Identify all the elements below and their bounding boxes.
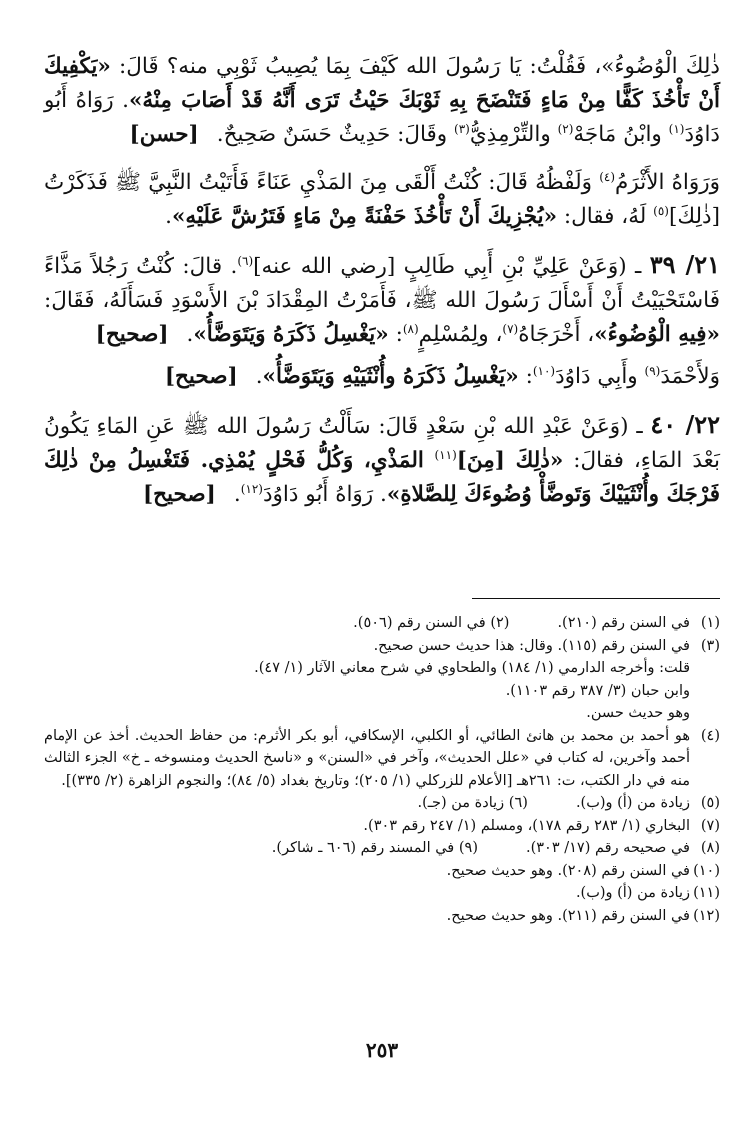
text-run: . قالَ: كُنْتُ رَجُلاً مَذَّاءً فَاسْتَحْيَيْتُ أَنْ أَسْأَلَ رَسُولَ الله ﷺ، فَأَمَرْتُ المِقْدَادَ بْنَ الأَسْوَدِ فَسَأَلَهُ، فَقَالَ: [44, 254, 720, 313]
footnote-ref: (٣) [454, 121, 470, 136]
footnote-12 [44, 905, 720, 928]
footnote-text: في السنن رقم (١١٥). وقال: هذا حديث حسن صحيح. [373, 637, 690, 654]
text-run: . [233, 482, 241, 507]
hadith-quote: المَذْيِ، وَكُلُّ فَحْلٍ يُمْذِي. فَتَغْسِلُ مِنْ ذٰلِكَ فَرْجَكَ وأُنْثَيَيْكَ وَتَوضَّأْ وُضُوءَكَ لِلصَّلاةِ» [44, 448, 720, 507]
grade-label: [صحيح] [164, 364, 238, 389]
footnote-ref: (١) [668, 121, 685, 136]
text-run: وابْنُ مَاجَهْ [573, 122, 669, 147]
paragraph-4 [44, 360, 720, 394]
text-run: . [255, 364, 263, 389]
hadith-number: ٢١/ ٣٩ [649, 250, 720, 279]
footnote-number: (٢) [490, 615, 510, 631]
text-run: ، ولِمُسْلِمٍ [418, 322, 503, 347]
paragraph-1 [44, 50, 720, 152]
footnote-text: في المسند رقم (٦٠٦ ـ شاكر). [271, 840, 455, 856]
text-run: وقَالَ: حَدِيثٌ حَسَنٌ صَحِيحٌ. [216, 122, 454, 147]
text-run: ـ (وَعَنْ عَبْدِ الله بْنِ سَعْدٍ قَالَ: سَأَلْتُ رَسُولَ الله ﷺ عَنِ المَاءِ يَكُونُ بَعْدَ المَاءِ، فقالَ: [44, 414, 720, 473]
paragraph-2 [44, 166, 720, 234]
footnote-number: (٦) [508, 795, 528, 811]
text-run: ـ (وَعَنْ عَلِيِّ بْنِ أَبِي طَالِبٍ [رضي الله عنه] [253, 254, 650, 279]
footnote-8-9 [44, 837, 720, 860]
footnote-text: وابن حبان (٣/ ٣٨٧ رقم ١١٠٣). [505, 682, 690, 699]
footnote-text: قلت: وأخرجه الدارمي (١/ ١٨٤) والطحاوي في شرح معاني الآثار (١/ ٤٧). [254, 660, 690, 676]
footnote-11 [44, 882, 720, 905]
footnote-number: (١٠) [693, 862, 720, 879]
footnote-ref: (٥) [653, 203, 669, 218]
footnote-text: زيادة من (أ) و(ب). [575, 885, 690, 901]
text-run: وَرَوَاهُ الأَثْرَمُ [615, 170, 720, 195]
grade-label: [حسن] [129, 122, 199, 147]
text-run: : [518, 364, 533, 389]
footnote-ref: (٧) [502, 321, 519, 336]
footnote-number: (٤) [700, 727, 720, 744]
grade-label: [صحيح] [142, 482, 216, 507]
text-run: ، أَخْرَجَاهُ [518, 322, 595, 347]
footnote-divider [472, 598, 720, 599]
footnote-number: (٩) [458, 840, 478, 856]
footnote-number: (١١) [693, 885, 720, 901]
footnote-text: في السنن رقم (٢١١). وهو حديث صحيح. [446, 907, 690, 924]
footnote-text: في السنن رقم (٢١٠). [557, 615, 690, 631]
footnote-number: (٧) [700, 817, 720, 834]
footnote-3-line [44, 702, 720, 725]
footnote-text: في صحيحه رقم (١٧/ ٣٠٣). [525, 840, 690, 856]
footnote-ref: (١٢) [240, 481, 263, 496]
footnote-4 [44, 725, 720, 793]
footnote-text: في السنن رقم (٢٠٨). وهو حديث صحيح. [446, 862, 690, 879]
grade-label: [صحيح] [95, 322, 169, 347]
hadith-quote: «يُجْزِيكَ أَنْ تَأْخُذَ حَفْنَةً مِنْ مَاءٍ فَتَرُشَّ عَلَيْهِ» [171, 204, 558, 229]
footnote-number: (١٢) [693, 907, 720, 924]
footnote-text [44, 837, 690, 860]
footnote-text [44, 792, 690, 815]
footnote-ref: (٦) [237, 253, 254, 268]
footnote-text: البخاري (١/ ٢٨٣ رقم ١٧٨)، ومسلم (١/ ٢٤٧ رقم ٣٠٣). [363, 817, 690, 834]
text-run: ذٰلِكَ الْوُضُوءُ»، فَقُلْتُ: يَا رَسُولَ الله كَيْفَ بِمَا يُصِيبُ ثَوْبِي منه؟ قَالَ: [110, 54, 720, 79]
footnote-10 [44, 860, 720, 883]
footnote-ref: (٨) [402, 321, 419, 336]
footnote-ref: (٤) [599, 169, 616, 184]
text-run: والتِّرْمِذِيُّ [469, 122, 558, 147]
footnote-ref: (١١) [434, 447, 457, 462]
footnote-indent [690, 680, 720, 703]
hadith-quote: «ذٰلِكَ [مِنَ] [456, 448, 564, 473]
main-text [44, 50, 720, 512]
footnote-5-6 [44, 792, 720, 815]
paragraph-5 [44, 408, 720, 512]
text-run: وأَبِي دَاوُدَ [555, 364, 645, 389]
footnote-text: في السنن رقم (٥٠٦). [353, 615, 486, 631]
footnotes [44, 612, 720, 927]
hadith-quote: «يَغْسِلُ ذَكَرَهُ وَيَتَوَضَّأُ» [193, 322, 389, 347]
page-number: ٢٥٣ [365, 1038, 399, 1062]
book-page [44, 50, 720, 1090]
footnote-7 [44, 815, 720, 838]
text-run: . رَوَاهُ أَبُو دَاوُدَ [44, 88, 720, 147]
text-run: لَهُ، فقال: [557, 204, 654, 229]
text-run: وَلأَحْمَدَ [660, 364, 720, 389]
hadith-quote: «يَكْفِيكَ أَنْ تَأْخُذَ كَفًّا مِنْ مَاءٍ فَتَنْضَحَ بِهِ ثَوْبَكَ حَيْثُ تَرَى أَنَّهُ قَدْ أَصَابَ مِنْهُ» [44, 54, 720, 113]
text-run: وَلَفْظُهُ قَالَ: كُنْتُ أَلْقَى مِنَ المَذْيِ عَنَاءً فَأَتَيْتُ النَّبِيَّ ﷺ فَذَكَرْتُ [ذٰلِكَ] [44, 170, 720, 229]
footnote-ref: (٢) [557, 121, 574, 136]
text-run: . [165, 204, 172, 229]
footnote-number: (٥) [700, 795, 720, 811]
hadith-number: ٢٢/ ٤٠ [650, 410, 720, 439]
footnote-number: (١) [700, 615, 720, 631]
text-run: . [186, 322, 194, 347]
text-run: : [388, 322, 403, 347]
footnote-3-line [44, 657, 720, 680]
footnote-text: هو أحمد بن محمد بن هانئ الطائي، أو الكلبي، الإسكافي، أبو بكر الأثرم: من حفاظ الحديث. أخذ عن الإمام أحمد وآخرين، له كتاب في «علل الحديث»، وآخر في «السنن» و «ناسخ الحديث ومنسوخه ـ خ» الجزء الثالث منه في دار الكتب، ت: ٢٦١هـ [الأعلام للزركلي (١/ ٢٠٥)؛ وتاريخ بغداد (٥/ ٨٤)؛ والنجوم الزاهرة (٢/ ٣٣٥)]. [44, 727, 690, 789]
footnote-ref: (١٠) [532, 363, 556, 378]
hadith-quote: «فِيهِ الْوُضُوءُ» [594, 322, 720, 347]
footnote-text: وهو حديث حسن. [586, 705, 690, 721]
text-run: . رَوَاهُ أَبُو دَاوُدَ [262, 482, 387, 507]
hadith-quote: «يَغْسِلُ ذَكَرَهُ وأُنْثَيَيْهِ وَيَتَوَضَّأُ» [262, 364, 519, 389]
paragraph-3 [44, 248, 720, 352]
footnote-3 [44, 635, 720, 658]
footnote-number: (٨) [700, 840, 720, 856]
footnote-number: (٣) [700, 637, 720, 654]
footnote-1-2 [44, 612, 720, 635]
footnote-text: زيادة من (جـ). [417, 795, 505, 811]
footnote-ref: (٩) [644, 363, 661, 378]
footnote-3-line [44, 680, 720, 703]
footnote-text: زيادة من (أ) و(ب). [575, 795, 690, 811]
footnote-indent [690, 702, 720, 725]
footnote-indent [690, 657, 720, 680]
footnote-text [44, 612, 690, 635]
